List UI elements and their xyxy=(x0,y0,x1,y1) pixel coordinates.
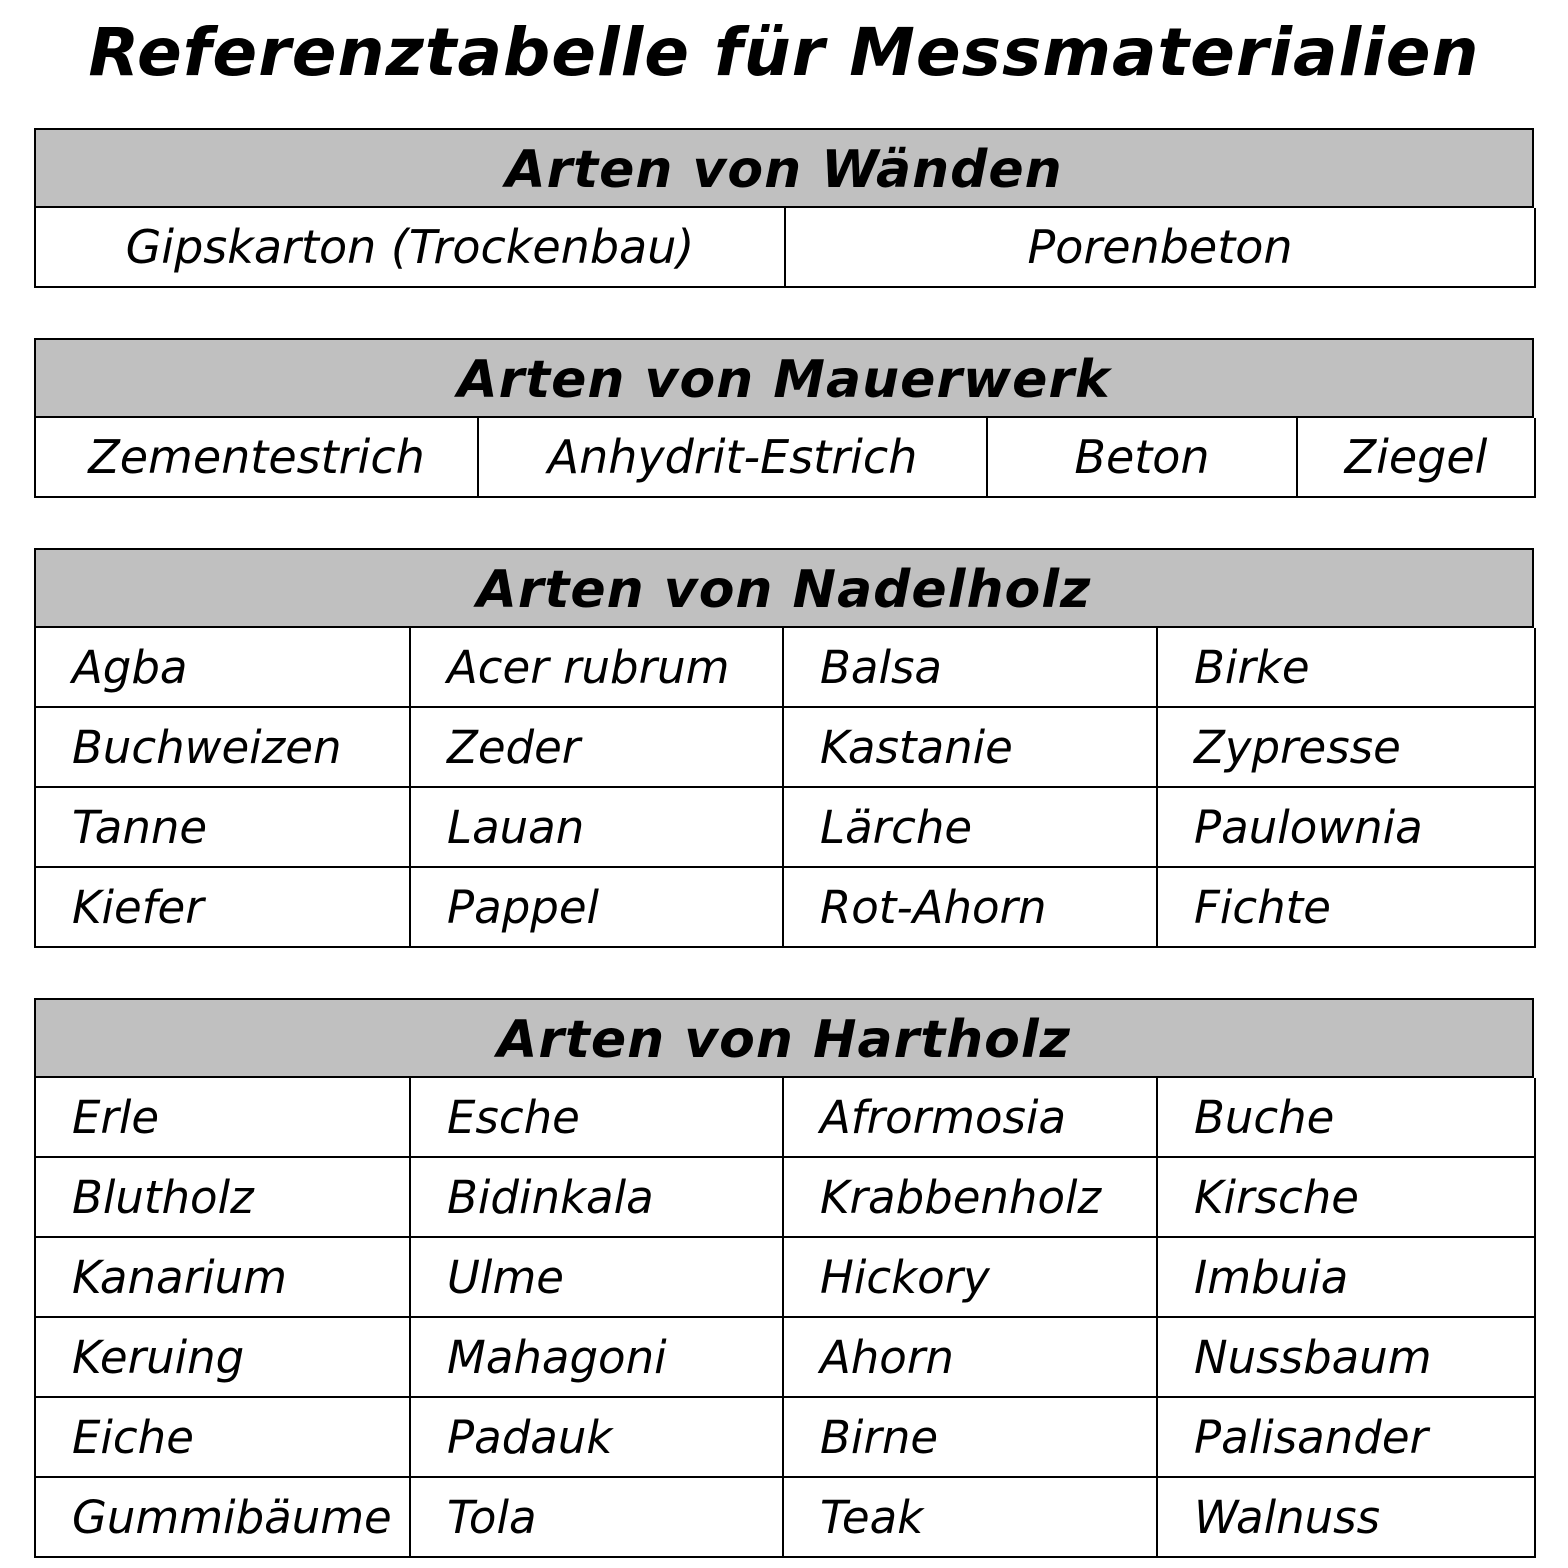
softwood-cell: Buchweizen xyxy=(36,708,411,788)
softwood-cell: Acer rubrum xyxy=(411,628,784,708)
softwood-cell: Zypresse xyxy=(1158,708,1536,788)
softwood-cell: Tanne xyxy=(36,788,411,868)
softwood-cell: Paulownia xyxy=(1158,788,1536,868)
softwood-cell: Zeder xyxy=(411,708,784,788)
softwood-cell: Lauan xyxy=(411,788,784,868)
hardwood-cell: Imbuia xyxy=(1158,1238,1536,1318)
hardwood-cell: Bidinkala xyxy=(411,1158,784,1238)
hardwood-cell: Erle xyxy=(36,1078,411,1158)
softwood-cell: Agba xyxy=(36,628,411,708)
masonry-table-grid xyxy=(34,418,1534,498)
softwood-cell: Birke xyxy=(1158,628,1536,708)
hardwood-table xyxy=(34,998,1534,1558)
hardwood-cell: Kanarium xyxy=(36,1238,411,1318)
hardwood-cell: Esche xyxy=(411,1078,784,1158)
hardwood-cell: Walnuss xyxy=(1158,1478,1536,1558)
hardwood-cell: Buche xyxy=(1158,1078,1536,1158)
hardwood-cell: Teak xyxy=(784,1478,1158,1558)
page-title: Referenztabelle für Messmaterialien xyxy=(88,14,1480,91)
softwood-cell: Fichte xyxy=(1158,868,1536,948)
hardwood-cell: Padauk xyxy=(411,1398,784,1478)
masonry-table xyxy=(34,338,1534,498)
softwood-table-grid xyxy=(34,628,1534,948)
softwood-cell: Lärche xyxy=(784,788,1158,868)
masonry-table-heading: Arten von Mauerwerk xyxy=(34,338,1534,418)
hardwood-cell: Palisander xyxy=(1158,1398,1536,1478)
hardwood-cell: Afrormosia xyxy=(784,1078,1158,1158)
hardwood-cell: Eiche xyxy=(36,1398,411,1478)
softwood-cell: Kastanie xyxy=(784,708,1158,788)
hardwood-cell: Kirsche xyxy=(1158,1158,1536,1238)
hardwood-cell: Gummibäume xyxy=(36,1478,411,1558)
walls-table xyxy=(34,128,1534,288)
masonry-cell: Beton xyxy=(988,418,1298,498)
masonry-cell: Anhydrit-Estrich xyxy=(479,418,988,498)
hardwood-cell: Ahorn xyxy=(784,1318,1158,1398)
softwood-cell: Kiefer xyxy=(36,868,411,948)
softwood-cell: Balsa xyxy=(784,628,1158,708)
masonry-cell: Zementestrich xyxy=(36,418,479,498)
walls-cell: Porenbeton xyxy=(786,208,1536,288)
hardwood-cell: Mahagoni xyxy=(411,1318,784,1398)
hardwood-cell: Hickory xyxy=(784,1238,1158,1318)
softwood-table xyxy=(34,548,1534,948)
walls-table-heading: Arten von Wänden xyxy=(34,128,1534,208)
hardwood-cell: Keruing xyxy=(36,1318,411,1398)
hardwood-cell: Blutholz xyxy=(36,1158,411,1238)
hardwood-cell: Tola xyxy=(411,1478,784,1558)
softwood-cell: Pappel xyxy=(411,868,784,948)
softwood-cell: Rot-Ahorn xyxy=(784,868,1158,948)
walls-table-grid xyxy=(34,208,1534,288)
hardwood-cell: Ulme xyxy=(411,1238,784,1318)
hardwood-cell: Nussbaum xyxy=(1158,1318,1536,1398)
masonry-cell: Ziegel xyxy=(1298,418,1536,498)
hardwood-table-heading: Arten von Hartholz xyxy=(34,998,1534,1078)
softwood-table-heading: Arten von Nadelholz xyxy=(34,548,1534,628)
hardwood-cell: Birne xyxy=(784,1398,1158,1478)
walls-cell: Gipskarton (Trockenbau) xyxy=(36,208,786,288)
hardwood-cell: Krabbenholz xyxy=(784,1158,1158,1238)
hardwood-table-grid xyxy=(34,1078,1534,1558)
